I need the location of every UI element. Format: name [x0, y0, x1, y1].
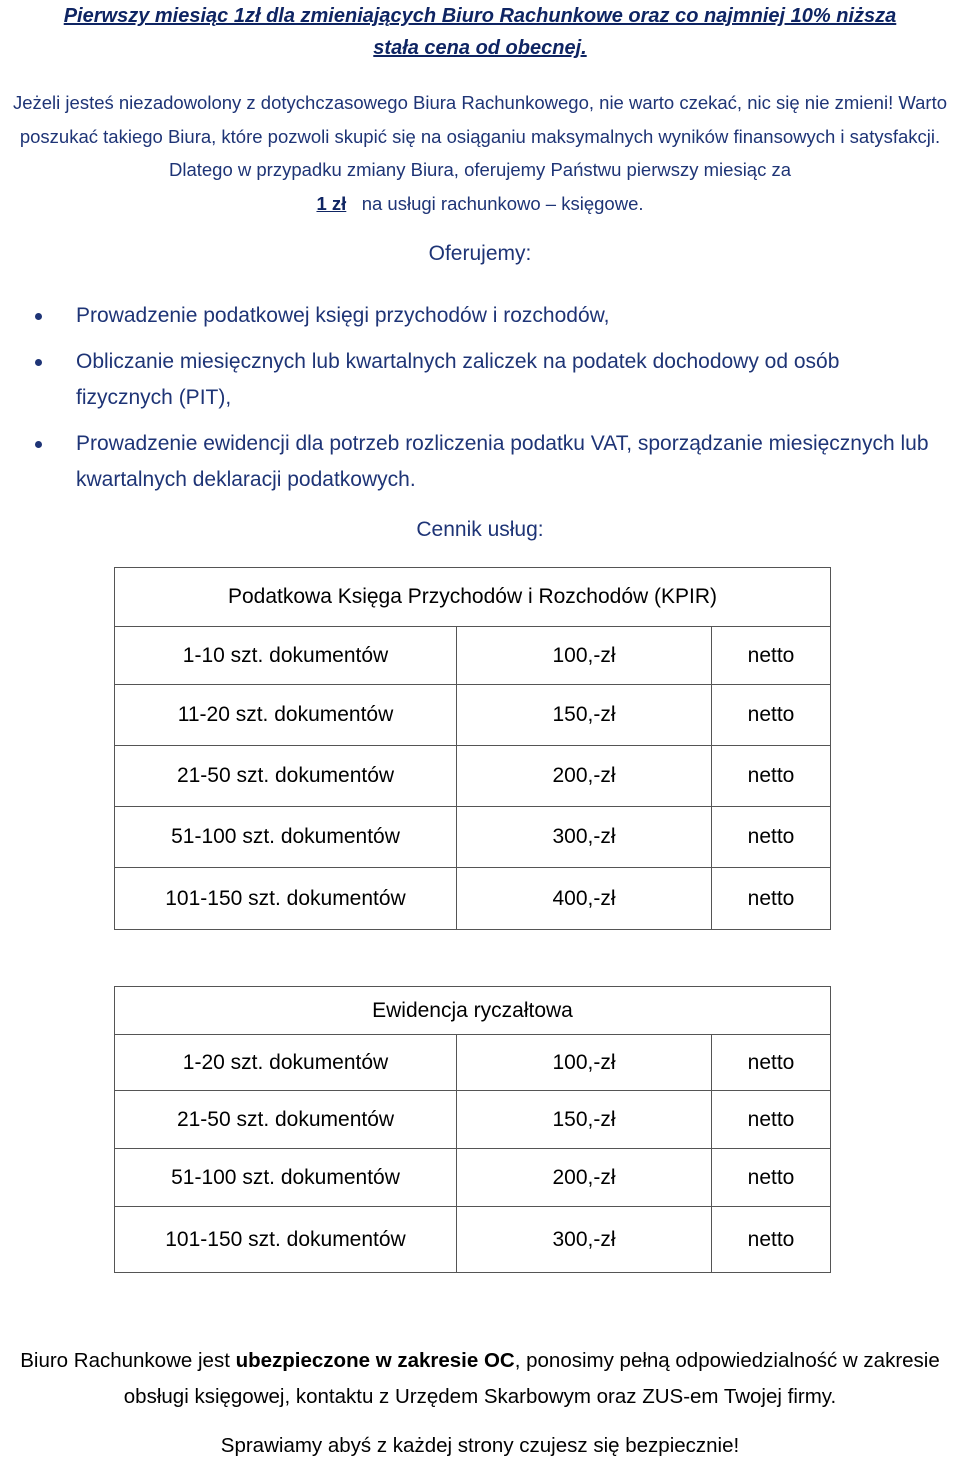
table-row [115, 1035, 831, 1091]
range-cell: 1-20 szt. dokumentów [115, 1035, 457, 1091]
type-cell: netto [712, 627, 831, 685]
bullet-icon [35, 359, 42, 366]
bullet-icon [35, 441, 42, 448]
kpir-table-title: Podatkowa Księga Przychodów i Rozchodów (KPIR) [115, 568, 831, 627]
price-cell: 200,-zł [457, 746, 712, 807]
range-cell: 11-20 szt. dokumentów [115, 685, 457, 746]
table-row [115, 685, 831, 746]
headline-line-1: Pierwszy miesiąc 1zł dla zmieniających Biuro Rachunkowe oraz co najmniej 10% niższa [63, 5, 897, 27]
table-row [115, 807, 831, 868]
list-item [0, 426, 960, 498]
price-cell: 100,-zł [457, 627, 712, 685]
table-row [115, 1207, 831, 1273]
table-row [115, 868, 831, 930]
type-cell: netto [712, 746, 831, 807]
offer-item-text: Obliczanie miesięcznych lub kwartalnych zaliczek na podatek dochodowy od osób fizycznych (PIT), [76, 350, 840, 409]
price-cell: 300,-zł [457, 807, 712, 868]
pricing-heading: Cennik usług: [416, 518, 544, 541]
type-cell: netto [712, 868, 831, 930]
price-cell: 150,-zł [457, 1091, 712, 1149]
insurance-text-after: , ponosimy pełną odpowiedzialność w zakresie obsługi księgowej, kontaktu z Urzędem Skarbowym oraz ZUS-em Twojej firmy. [123, 1349, 940, 1408]
offer-item-text: Prowadzenie podatkowej księgi przychodów i rozchodów, [76, 304, 610, 327]
type-cell: netto [712, 685, 831, 746]
price-cell: 300,-zł [457, 1207, 712, 1273]
headline-line-2: stała cena od obecnej. [373, 37, 587, 59]
closing-line: Sprawiamy abyś z każdej strony czujesz się bezpiecznie! [220, 1434, 740, 1457]
price-cell: 400,-zł [457, 868, 712, 930]
ryczalt-table-title: Ewidencja ryczałtowa [115, 987, 831, 1035]
type-cell: netto [712, 807, 831, 868]
intro-paragraph [6, 86, 954, 220]
intro-price: 1 zł [316, 192, 347, 214]
range-cell: 101-150 szt. dokumentów [115, 1207, 457, 1273]
range-cell: 21-50 szt. dokumentów [115, 1091, 457, 1149]
table-row [115, 1149, 831, 1207]
range-cell: 101-150 szt. dokumentów [115, 868, 457, 930]
ryczalt-price-table [114, 986, 831, 1273]
insurance-text: Biuro Rachunkowe jest [20, 1349, 230, 1372]
price-cell: 100,-zł [457, 1035, 712, 1091]
range-cell: 51-100 szt. dokumentów [115, 807, 457, 868]
type-cell: netto [712, 1091, 831, 1149]
price-cell: 150,-zł [457, 685, 712, 746]
range-cell: 1-10 szt. dokumentów [115, 627, 457, 685]
table-row [115, 746, 831, 807]
list-item [0, 298, 960, 334]
intro-text-after: na usługi rachunkowo – księgowe. [361, 192, 644, 214]
insurance-note [0, 1343, 960, 1415]
offer-heading: Oferujemy: [428, 242, 532, 265]
bullet-icon [35, 313, 42, 320]
offer-list [0, 298, 960, 498]
list-item [0, 344, 960, 416]
kpir-price-table [114, 567, 831, 930]
table-row [115, 627, 831, 685]
offer-item-text: Prowadzenie ewidencji dla potrzeb rozliczenia podatku VAT, sporządzanie miesięcznych lub kwartalnych deklaracji podatkowych. [76, 432, 929, 491]
range-cell: 21-50 szt. dokumentów [115, 746, 457, 807]
price-cell: 200,-zł [457, 1149, 712, 1207]
type-cell: netto [712, 1149, 831, 1207]
intro-text: Jeżeli jesteś niezadowolony z dotychczasowego Biura Rachunkowego, nie warto czekać, nic się nie zmieni! Warto poszukać takiego Biura, które pozwoli skupić się na osiąganiu maksymalnych wyników finansowych i satysfakcji. Dlatego w przypadku zmiany Biura, oferujemy Państwu pierwszy miesiąc za [12, 92, 948, 180]
type-cell: netto [712, 1207, 831, 1273]
insurance-highlight: ubezpieczone w zakresie OC [235, 1349, 515, 1372]
type-cell: netto [712, 1035, 831, 1091]
headline [10, 0, 950, 64]
range-cell: 51-100 szt. dokumentów [115, 1149, 457, 1207]
table-row [115, 1091, 831, 1149]
